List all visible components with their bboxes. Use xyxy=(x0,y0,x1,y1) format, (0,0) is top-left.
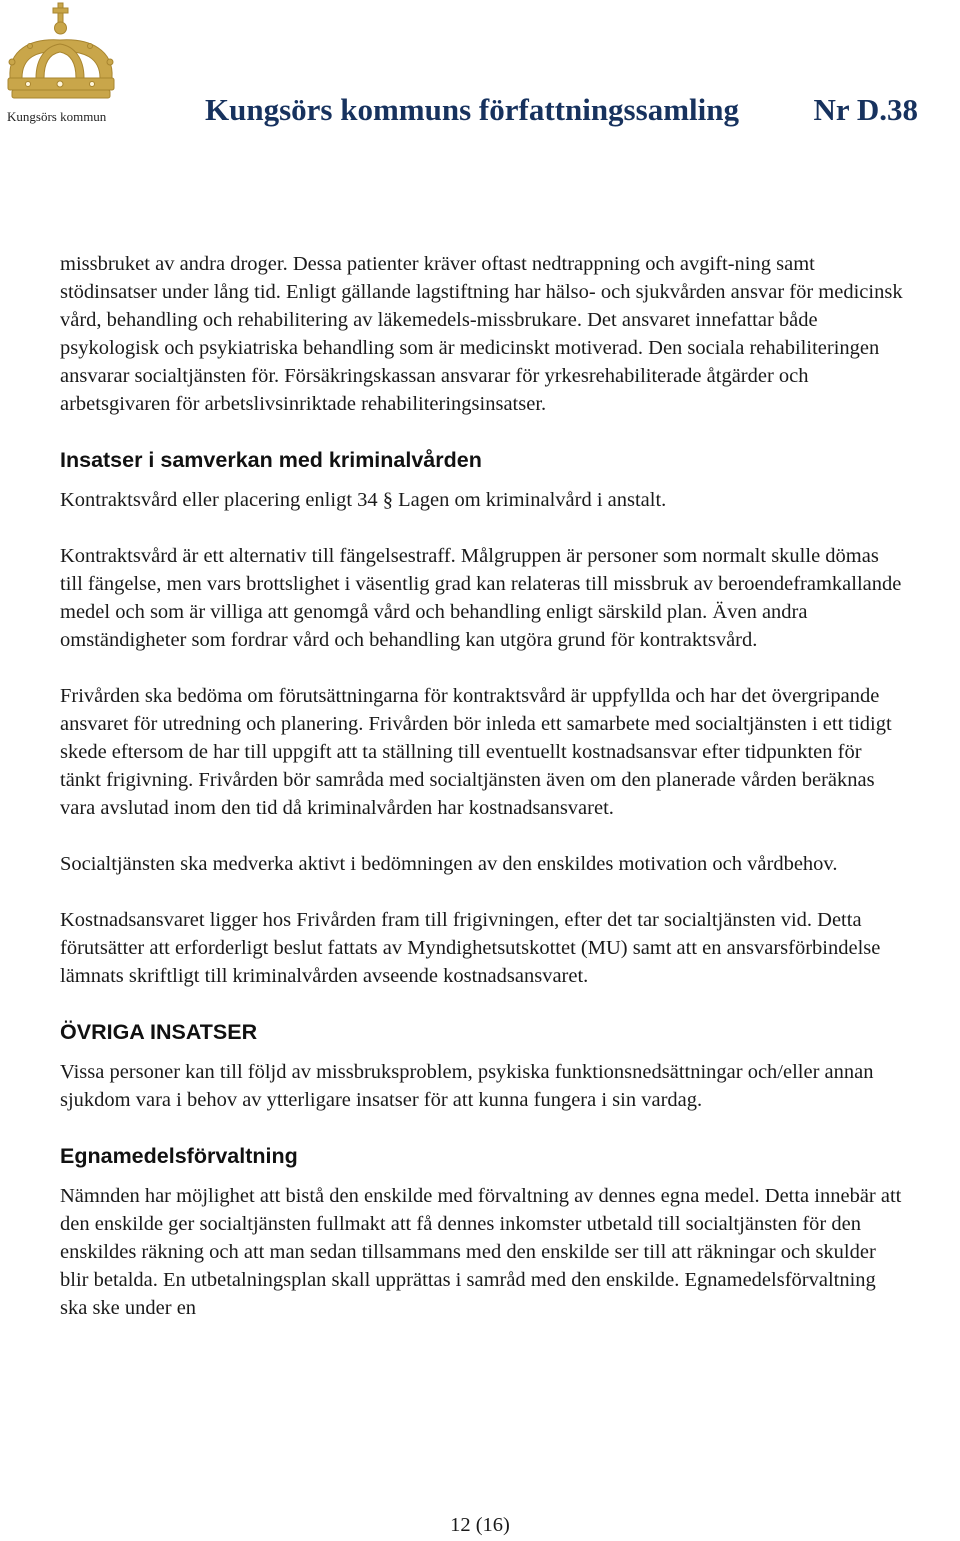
document-number: Nr D.38 xyxy=(813,92,918,127)
paragraph: Kontraktsvård eller placering enligt 34 § Lagen om kriminalvård i anstalt. xyxy=(60,489,667,511)
paragraph: Kontraktsvård är ett alternativ till fängelsestraff. Målgruppen är personer som normalt skulle dömas till fängelse, men vars brottslighet i väsentlig grad kan relateras till missbruk av beroendeframkallande medel och som är villiga att genomgå vård och behandling enligt särskild plan. Även andra omständigheter som fordrar vård och behandling kan utgöra grund för kontraktsvård. xyxy=(60,545,902,651)
page-header xyxy=(0,0,960,140)
paragraph: Kostnadsansvaret ligger hos Frivården fram till frigivningen, efter det tar socialtjänsten vid. Detta förutsätter att erforderligt beslut fattats av Myndighetsutskottet (MU) samt att en ansvarsförbindelse lämnats skriftligt till kriminalvården avseende kostnadsansvaret. xyxy=(60,909,881,987)
paragraph: Socialtjänsten ska medverka aktivt i bedömningen av den enskildes motivation och vårdbehov. xyxy=(60,853,838,875)
document-body xyxy=(60,250,905,1322)
document-title: Kungsörs kommuns författningssamling xyxy=(205,92,739,127)
section-heading: Insatser i samverkan med kriminalvården xyxy=(60,448,482,472)
paragraph: Vissa personer kan till följd av missbruksproblem, psykiska funktionsnedsättningar och/eller annan sjukdom vara i behov av ytterligare insatser för att kunna fungera i sin vardag. xyxy=(60,1061,874,1111)
logo-text: Kungsörs kommun xyxy=(7,109,107,124)
page-number: 12 (16) xyxy=(450,1514,510,1536)
section-heading: Egnamedelsförvaltning xyxy=(60,1144,298,1168)
paragraph: Frivården ska bedöma om förutsättningarna för kontraktsvård är uppfyllda och har det övergripande ansvaret för utredning och planering. Frivården bör inleda ett samarbete med socialtjänsten i ett tidigt skede eftersom de har till uppgift att ta ställning till eventuellt kostnadsansvar efter tidpunkten för tänkt frigivning. Frivården bör samråda med socialtjänsten även om den planerade vården beräknas vara avslutad inom den tid då kriminalvården har kostnadsansvaret. xyxy=(60,685,892,819)
section-heading: ÖVRIGA INSATSER xyxy=(60,1020,258,1044)
paragraph: Nämnden har möjlighet att bistå den enskilde med förvaltning av dennes egna medel. Detta innebär att den enskilde ger socialtjänsten fullmakt att få dennes inkomster utbetald till socialtjänsten för den enskildes räkning och att man sedan tillsammans med den enskilde ser till att räkningar och skulder blir betalda. En utbetalningsplan skall upprättas i samråd med den enskilde. Egnamedelsförvaltning ska ske under en xyxy=(60,1185,902,1319)
paragraph: missbruket av andra droger. Dessa patienter kräver oftast nedtrappning och avgift-ning samt stödinsatser under lång tid. Enligt gällande lagstiftning har hälso- och sjukvården ansvar för medicinsk vård, behandling och rehabilitering av läkemedels-missbrukare. Det ansvaret innefattar både psykologisk och psykiatriska behandling som är medicinskt motiverad. Den sociala rehabiliteringen ansvarar socialtjänsten för. Försäkringskassan ansvarar för yrkesrehabiliterade åtgärder och arbetsgivaren för arbetslivsinriktade rehabiliteringsinsatser. xyxy=(60,253,903,415)
